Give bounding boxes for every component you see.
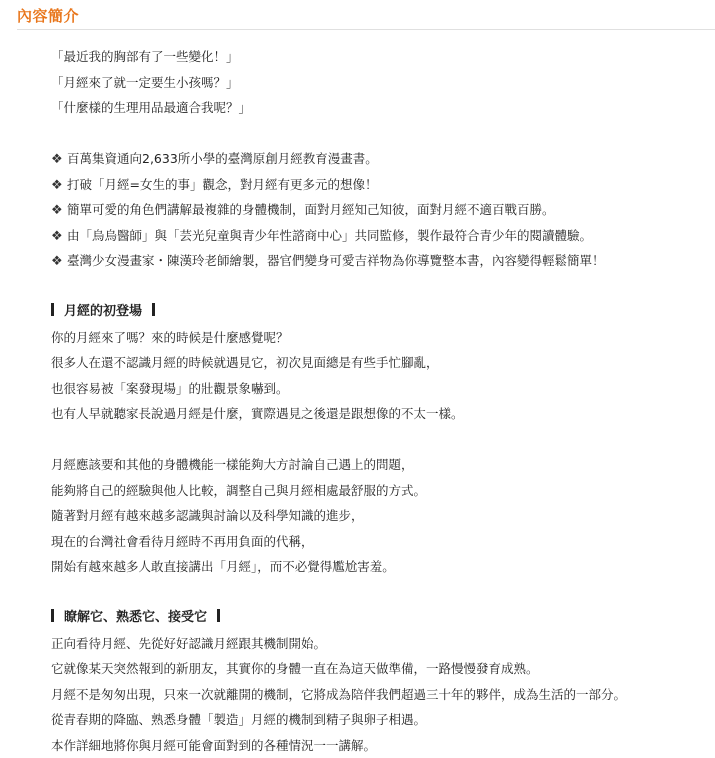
paragraph-line: 月經不是匆匆出現，只來一次就離開的機制，它將成為陪伴我們超過三十年的夥伴，成為生活的一部分。 (51, 682, 713, 708)
feature-text: 臺灣少女漫畫家・陳漢玲老師繪製，器官們變身可愛吉祥物為你導覽整本書，內容變得輕鬆簡單！ (67, 253, 605, 268)
section-heading-text: 瞭解它、熟悉它、接受它 (64, 610, 207, 625)
diamond-bullet-icon: ❖ (51, 147, 66, 173)
paragraph-line: 開始有越來越多人敢直接講出「月經」，而不必覺得尷尬害羞。 (51, 554, 713, 580)
section-title: 內容簡介 (17, 5, 79, 26)
header-divider (17, 29, 715, 30)
paragraph-line: 能夠將自己的經驗與他人比較，調整自己與月經相處最舒服的方式。 (51, 478, 713, 504)
paragraph-line: 本作詳細地將你與月經可能會面對到的各種情況一一講解。 (51, 733, 713, 758)
paragraph-line: 很多人在還不認識月經的時候就遇見它，初次見面總是有些手忙腳亂， (51, 350, 713, 376)
diamond-bullet-icon: ❖ (51, 173, 66, 199)
section-heading-first-period (51, 299, 713, 325)
paragraph-line: 正向看待月經、先從好好認識月經跟其機制開始。 (51, 631, 713, 657)
feature-item (51, 197, 713, 223)
heading-bar-left (51, 303, 54, 316)
paragraph (51, 631, 713, 758)
paragraph-line: 也很容易被「案發現場」的壯觀景象嚇到。 (51, 376, 713, 402)
feature-item (51, 172, 713, 198)
paragraph-line: 從青春期的降臨、熟悉身體「製造」月經的機制到精子與卵子相遇。 (51, 707, 713, 733)
feature-list (51, 146, 713, 274)
diamond-bullet-icon: ❖ (51, 249, 66, 275)
heading-bar-right (152, 303, 155, 316)
quote-line: 「什麼樣的生理用品最適合我呢？」 (51, 95, 713, 121)
section-heading-understand (51, 605, 713, 631)
diamond-bullet-icon: ❖ (51, 198, 66, 224)
feature-text: 簡單可愛的角色們講解最複雜的身體機制，面對月經知己知彼，面對月經不適百戰百勝。 (67, 202, 555, 217)
feature-text: 百萬集資通向2,633所小學的臺灣原創月經教育漫畫書。 (67, 151, 378, 166)
section-heading-text: 月經的初登場 (64, 304, 142, 319)
spacer (51, 427, 713, 453)
paragraph-line: 它就像某天突然報到的新朋友，其實你的身體一直在為這天做準備，一路慢慢發育成熟。 (51, 656, 713, 682)
paragraph-line: 現在的台灣社會看待月經時不再用負面的代稱， (51, 529, 713, 555)
diamond-bullet-icon: ❖ (51, 224, 66, 250)
heading-bar-right (217, 609, 220, 622)
heading-bar-left (51, 609, 54, 622)
spacer (51, 121, 713, 147)
feature-item (51, 223, 713, 249)
quote-list (51, 44, 713, 121)
paragraph (51, 452, 713, 580)
paragraph-line: 你的月經來了嗎？來的時候是什麼感覺呢？ (51, 325, 713, 351)
feature-item (51, 248, 713, 274)
book-description (51, 44, 713, 758)
paragraph-line: 也有人早就聽家長說過月經是什麼，實際遇見之後還是跟想像的不太一樣。 (51, 401, 713, 427)
spacer (51, 580, 713, 606)
feature-text: 由「烏烏醫師」與「芸光兒童與青少年性諮商中心」共同監修，製作最符合青少年的閱讀體驗。 (67, 228, 592, 243)
paragraph-line: 隨著對月經有越來越多認識與討論以及科學知識的進步， (51, 503, 713, 529)
feature-item (51, 146, 713, 172)
paragraph-line: 月經應該要和其他的身體機能一樣能夠大方討論自己遇上的問題， (51, 452, 713, 478)
spacer (51, 274, 713, 300)
paragraph (51, 325, 713, 427)
feature-text: 打破「月經=女生的事」觀念，對月經有更多元的想像！ (67, 177, 377, 192)
quote-line: 「月經來了就一定要生小孩嗎？」 (51, 70, 713, 96)
quote-line: 「最近我的胸部有了一些變化！」 (51, 44, 713, 70)
section-header (0, 0, 715, 33)
